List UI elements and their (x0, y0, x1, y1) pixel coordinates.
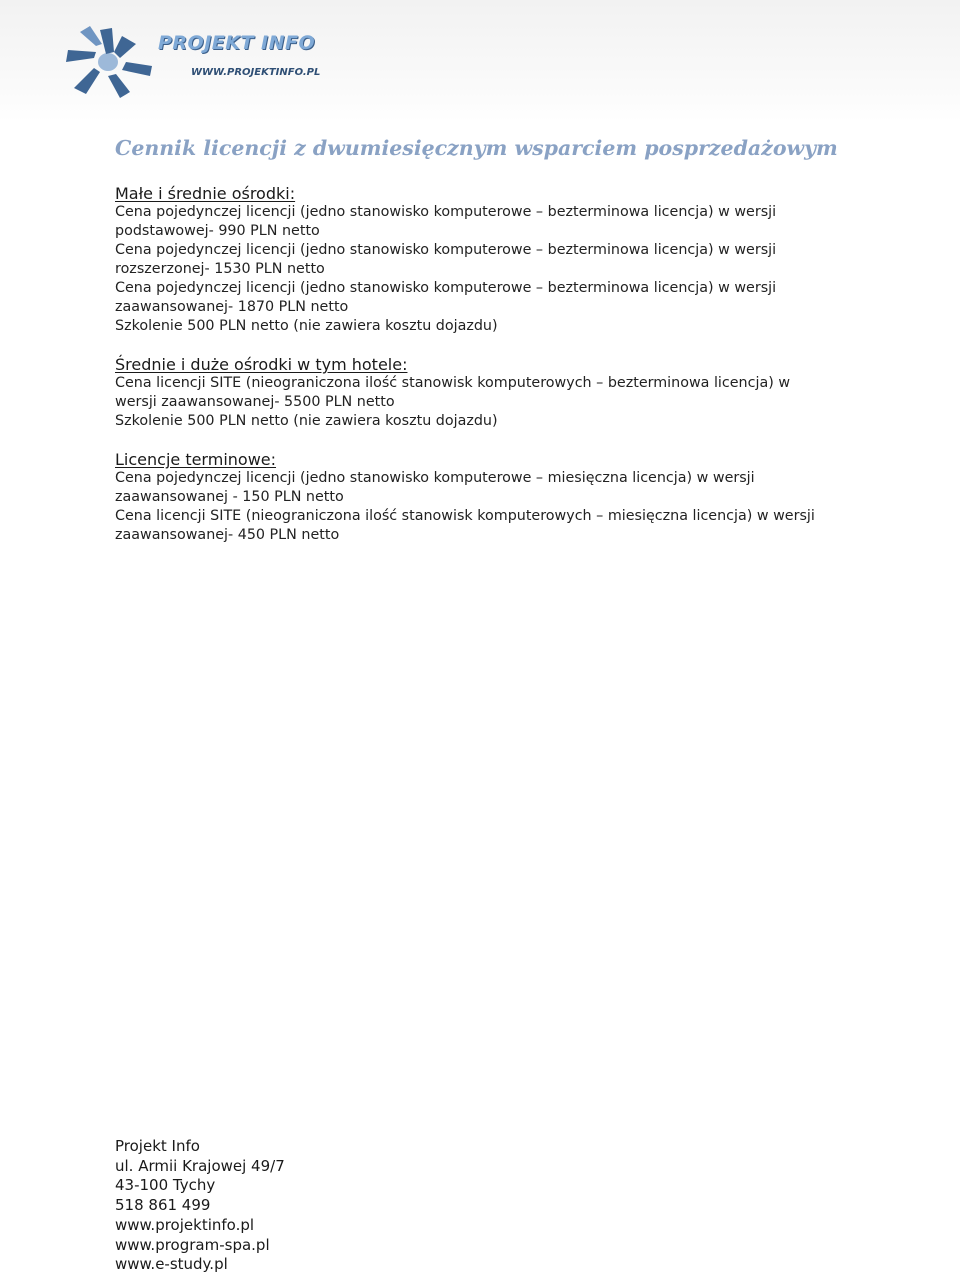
phone-number: 518 861 499 (115, 1196, 211, 1215)
postal-city: 43-100 Tychy (115, 1176, 216, 1195)
section-heading: Licencje terminowe: (115, 450, 277, 469)
price-line: Cena licencji SITE (nieograniczona ilość stanowisk komputerowych – miesięczna licencja) w wersji (115, 508, 815, 524)
price-line: wersji zaawansowanej- 5500 PLN netto (115, 394, 395, 410)
section-term-licenses (115, 450, 835, 545)
price-line: Cena pojedynczej licencji (jedno stanowisko komputerowe – bezterminowa licencja) w wersji (115, 242, 777, 258)
price-line: zaawansowanej- 1870 PLN netto (115, 299, 349, 315)
price-line: Szkolenie 500 PLN netto (nie zawiera kosztu dojazdu) (115, 318, 498, 334)
street-address: ul. Armii Krajowej 49/7 (115, 1156, 285, 1175)
logo-url: WWW.PROJEKTINFO.PL (191, 67, 321, 78)
website-link: www.program-spa.pl (115, 1235, 270, 1254)
section-medium-large (115, 355, 835, 431)
section-heading: Małe i średnie ośrodki: (115, 184, 296, 203)
document-title: Cennik licencji z dwumiesięcznym wsparciem posprzedażowym (115, 136, 838, 160)
header-band (0, 0, 960, 122)
price-list (115, 184, 835, 545)
price-line: Cena pojedynczej licencji (jedno stanowisko komputerowe – miesięczna licencja) w wersji (115, 470, 755, 486)
section-small-medium (115, 184, 835, 336)
price-line: zaawansowanej- 450 PLN netto (115, 527, 340, 543)
price-line: zaawansowanej - 150 PLN netto (115, 489, 344, 505)
price-line: Cena pojedynczej licencji (jedno stanowisko komputerowe – bezterminowa licencja) w wersji (115, 204, 777, 220)
company-logo (60, 22, 360, 102)
price-line: podstawowej- 990 PLN netto (115, 223, 320, 239)
section-heading: Średnie i duże ośrodki w tym hotele: (115, 355, 408, 374)
logo-text: PROJEKT INFO (158, 32, 316, 54)
website-link: www.projektinfo.pl (115, 1215, 255, 1234)
company-name: Projekt Info (115, 1137, 200, 1155)
price-line: Cena licencji SITE (nieograniczona ilość stanowisk komputerowych – bezterminowa licencja) w (115, 375, 791, 391)
price-line: Cena pojedynczej licencji (jedno stanowisko komputerowe – bezterminowa licencja) w wersji (115, 280, 777, 296)
price-line: Szkolenie 500 PLN netto (nie zawiera kosztu dojazdu) (115, 413, 498, 429)
website-link: www.e-study.pl (115, 1255, 228, 1274)
price-line: rozszerzonej- 1530 PLN netto (115, 261, 325, 277)
contact-footer (115, 1137, 285, 1275)
